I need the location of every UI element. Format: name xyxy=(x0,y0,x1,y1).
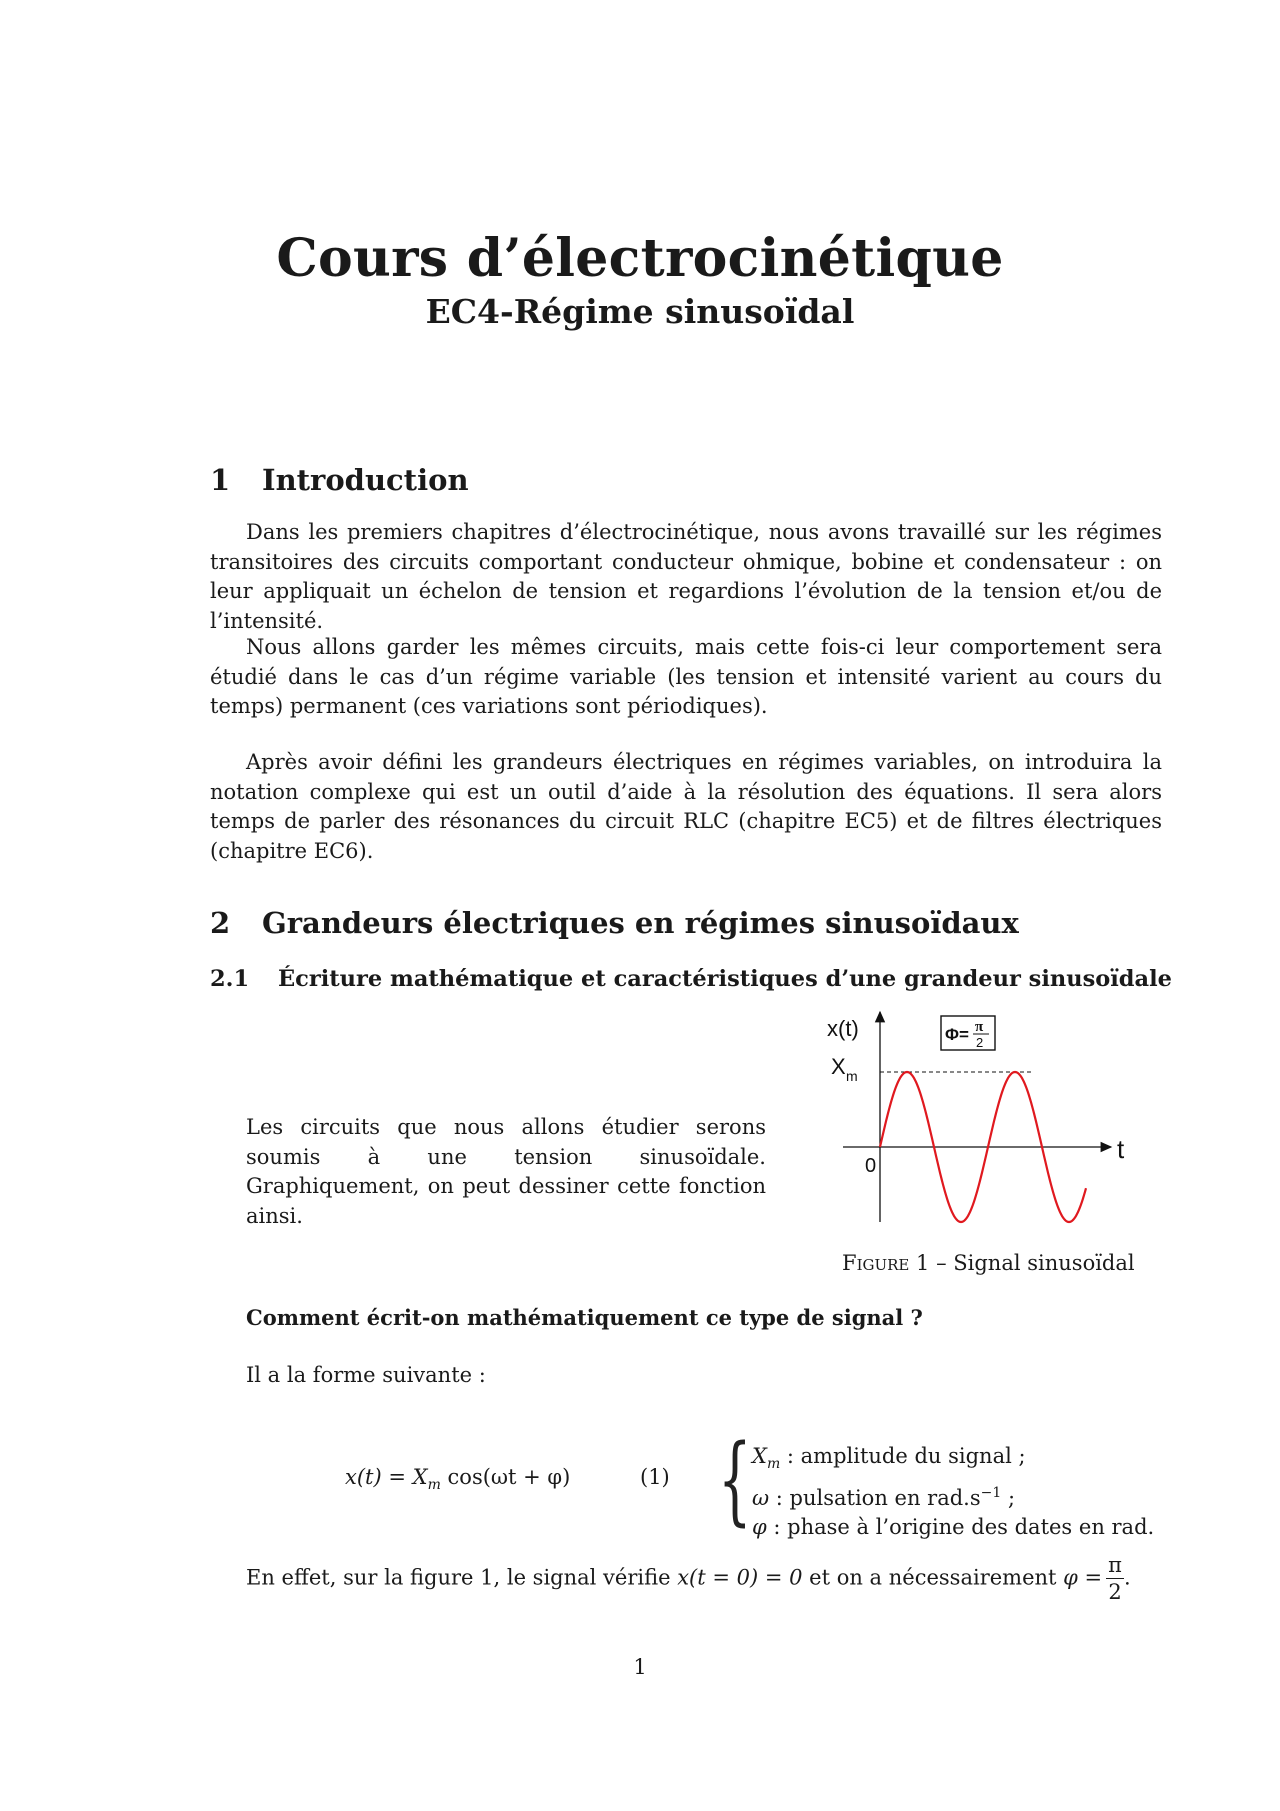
x-axis-label: t xyxy=(1117,1134,1125,1164)
section-2-title: Grandeurs électriques en régimes sinusoïdaux xyxy=(262,906,1019,940)
question-heading: Comment écrit-on mathématiquement ce type de signal ? xyxy=(246,1305,923,1330)
left-brace: { xyxy=(718,1424,752,1536)
phase-box-symbol: Φ= xyxy=(945,1025,969,1044)
caption-word: Figure xyxy=(842,1251,910,1275)
section-1-heading xyxy=(210,463,469,497)
amplitude-subscript: m xyxy=(846,1068,858,1084)
eq-lhs-sub: m xyxy=(427,1477,441,1494)
eq-lhs: x(t) = X xyxy=(345,1465,428,1489)
subsection-number: 2.1 xyxy=(210,966,250,992)
final-sentence: En effet, sur la figure 1, le signal vérifie x(t = 0) = 0 et on a nécessairement φ = $\frac{\pi}{2}$ . xyxy=(246,1553,1131,1604)
pi-over-2-fraction: $\frac{\pi}{2}$ xyxy=(1108,1553,1122,1604)
equation-number: (1) xyxy=(640,1465,670,1489)
section-2-heading xyxy=(210,906,1019,940)
intro-paragraph-1: Dans les premiers chapitres d’électrocinétique, nous avons travaillé sur les régimes transitoires des circuits comportant conducteur ohmique, bobine et condensateur : on leur appliquait un échelon de tension et regardions l’évolution de la tension et/ou de l’intensité. xyxy=(210,520,1162,633)
section-2-number: 2 xyxy=(210,906,231,940)
definition-pulsation: ω : pulsation en $rad.s^{-1}$ ; xyxy=(752,1485,1016,1511)
definition-amplitude: $X_m$ : amplitude du signal ; xyxy=(752,1444,1026,1473)
eq-rhs: cos(ωt + φ) xyxy=(440,1465,571,1489)
definition-phase: φ : phase à l’origine des dates en rad. xyxy=(752,1515,1155,1540)
amplitude-label: X xyxy=(831,1054,846,1079)
form-intro: Il a la forme suivante : xyxy=(246,1363,486,1387)
equation-definitions xyxy=(752,1442,1154,1542)
section-1-number: 1 xyxy=(210,463,231,497)
phase-box-numerator: π xyxy=(975,1019,984,1035)
figure-caption xyxy=(842,1251,1135,1275)
document-subtitle: EC4-Régime sinusoïdal xyxy=(425,292,855,331)
intro-paragraph-2: Nous allons garder les mêmes circuits, mais cette fois-ci leur comportement sera étudié dans le cas d’un régime variable (les tension et intensité varient au cours du temps) permanent (ces variations sont périodiques). xyxy=(210,635,1162,718)
subsection-title: Écriture mathématique et caractéristiques d’une grandeur sinusoïdale xyxy=(278,966,1172,992)
page-number: 1 xyxy=(633,1655,647,1679)
subsection-2-1-heading xyxy=(210,966,1172,992)
sinusoid-figure xyxy=(827,1000,1155,1240)
caption-text: 1 – Signal sinusoïdal xyxy=(909,1251,1135,1275)
origin-label: 0 xyxy=(865,1155,877,1177)
equation-main xyxy=(345,1465,570,1493)
intro-paragraph-3: Après avoir défini les grandeurs électriques en régimes variables, on introduira la notation complexe qui est un outil d’aide à la résolution des équations. Il sera alors temps de parler des résonances du circuit RLC (chapitre EC5) et de filtres électriques (chapitre EC6). xyxy=(210,750,1162,863)
section-1-title: Introduction xyxy=(262,463,469,497)
y-axis-label: x(t) xyxy=(827,1016,859,1041)
side-paragraph: Les circuits que nous allons étudier serons soumis à une tension sinusoïdale. Graphiquement, on peut dessiner cette fonction ainsi. xyxy=(246,1115,766,1228)
document-title: Cours d’électrocinétique xyxy=(276,228,1004,289)
phase-box-denominator: 2 xyxy=(976,1035,984,1050)
